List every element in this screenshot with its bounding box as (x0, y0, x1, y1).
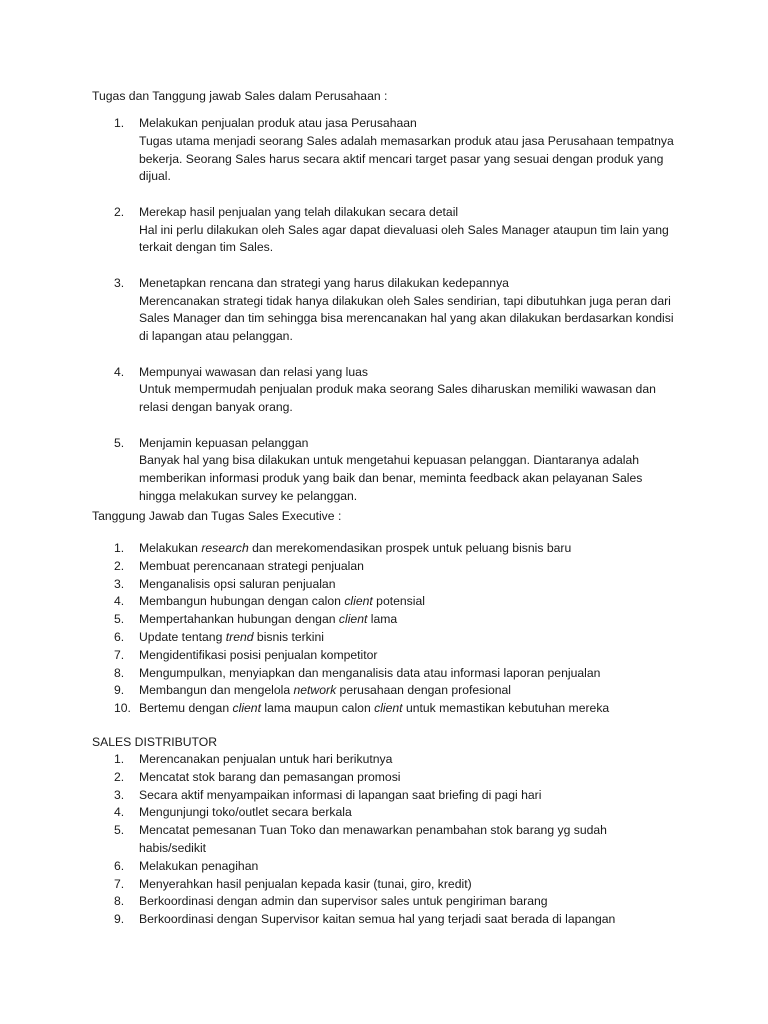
list-item (92, 858, 692, 876)
item-text: Berkoordinasi dengan admin dan supervisor sales untuk pengiriman barang (139, 894, 548, 909)
item-description: Merencanakan strategi tidak hanya dilakukan oleh Sales sendirian, tapi dibutuhkan juga peran dari Sales Manager dan tim sehingga bisa merencanakan hal yang akan dilakukan berdasarkan kondisi di lapangan atau pelanggan. (139, 293, 674, 344)
text-run: perusahaan dengan profesional (336, 683, 511, 698)
text-run: untuk memastikan kebutuhan mereka (402, 701, 610, 716)
section2-list (92, 540, 692, 718)
section1-heading: Tugas dan Tanggung jawab Sales dalam Perusahaan : (92, 89, 388, 103)
item-number: 4. (114, 364, 125, 379)
italic-term: client (374, 701, 403, 716)
italic-term: network (293, 683, 337, 698)
item-number: 3. (114, 787, 125, 802)
list-item (92, 665, 692, 683)
item-text: Menyerahkan hasil penjualan kepada kasir (tunai, giro, kredit) (139, 876, 472, 891)
list-item (92, 576, 692, 594)
list-item (92, 700, 692, 718)
italic-term: client (232, 701, 261, 716)
item-number: 6. (114, 629, 125, 644)
text-run: Melakukan (139, 541, 202, 555)
item-text (139, 594, 425, 608)
item-text: Secara aktif menyampaikan informasi di lapangan saat briefing di pagi hari (139, 787, 542, 802)
item-number: 8. (114, 894, 125, 909)
list-item (92, 364, 692, 417)
item-number: 1. (114, 116, 125, 130)
item-number: 9. (114, 683, 125, 698)
text-run: Membangun hubungan dengan calon (139, 594, 345, 609)
italic-term: trend (225, 629, 254, 644)
item-description: Banyak hal yang bisa dilakukan untuk mengetahui kepuasan pelanggan. Diantaranya adalah memberikan informasi produk yang baik dan benar, meminta feedback akan pelayanan Sales hingga melakukan survey ke pelanggan. (139, 453, 643, 503)
text-run: lama (367, 612, 398, 627)
list-item (92, 611, 692, 629)
list-item (92, 647, 692, 665)
section2-heading: Tanggung Jawab dan Tugas Sales Executive : (92, 509, 342, 523)
list-item (92, 204, 692, 257)
list-item (92, 769, 692, 787)
item-number: 1. (114, 752, 125, 766)
item-description: Untuk mempermudah penjualan produk maka seorang Sales diharuskan memiliki wawasan dan relasi dengan banyak orang. (139, 382, 656, 415)
item-title: Mempunyai wawasan dan relasi yang luas (139, 364, 368, 379)
list-item (92, 629, 692, 647)
item-description: Tugas utama menjadi seorang Sales adalah memasarkan produk atau jasa Perusahaan tempatnya bekerja. Seorang Sales harus secara aktif mencari target pasar yang sesuai dengan produk yang dijual. (139, 133, 674, 184)
item-text (139, 630, 324, 644)
section1-list (92, 115, 692, 523)
list-item (92, 593, 692, 611)
item-number: 2. (114, 558, 125, 573)
text-run: Bertemu dengan (139, 701, 233, 716)
italic-term: research (201, 541, 249, 555)
text-run: Update tentang (139, 629, 226, 644)
item-number: 1. (114, 541, 125, 555)
text-run: Membangun dan mengelola (139, 683, 294, 698)
item-title: Menjamin kepuasan pelanggan (139, 435, 309, 450)
list-item (92, 911, 692, 929)
item-text: Menganalisis opsi saluran penjualan (139, 576, 336, 591)
text-run: lama maupun calon (260, 701, 375, 716)
text-run: bisnis terkini (253, 629, 324, 644)
text-run: dan merekomendasikan prospek untuk peluang bisnis baru (248, 541, 572, 555)
item-text: Membuat perencanaan strategi penjualan (139, 558, 364, 573)
item-text: Melakukan penagihan (139, 858, 259, 873)
item-text: Berkoordinasi dengan Supervisor kaitan semua hal yang terjadi saat berada di lapangan (139, 912, 616, 927)
item-text: Mencatat pemesanan Tuan Toko dan menawarkan penambahan stok barang yg sudah habis/sedikit (139, 823, 607, 855)
item-number: 7. (114, 876, 125, 891)
list-item (92, 435, 692, 506)
item-number: 9. (114, 912, 125, 927)
item-number: 2. (114, 204, 125, 219)
item-text: Mengidentifikasi posisi penjualan kompetitor (139, 647, 378, 662)
item-number: 4. (114, 594, 125, 609)
item-text (139, 612, 397, 626)
item-number: 5. (114, 823, 125, 838)
item-title: Menetapkan rencana dan strategi yang harus dilakukan kedepannya (139, 275, 509, 290)
italic-term: client (344, 594, 373, 609)
item-text: Mengunjungi toko/outlet secara berkala (139, 805, 352, 820)
list-item (92, 787, 692, 805)
italic-term: client (338, 612, 368, 627)
item-number: 2. (114, 769, 125, 784)
item-text (139, 683, 511, 697)
item-number: 5. (114, 612, 125, 627)
item-text (139, 541, 571, 555)
item-number: 5. (114, 435, 125, 450)
item-number: 3. (114, 275, 125, 290)
section3-list (92, 751, 692, 929)
item-text (139, 701, 609, 715)
text-run: potensial (372, 594, 425, 609)
list-item (92, 751, 692, 769)
list-item (92, 822, 692, 858)
list-item (92, 540, 692, 558)
item-text: Mengumpulkan, menyiapkan dan menganalisis data atau informasi laporan penjualan (139, 665, 601, 680)
item-number: 8. (114, 665, 125, 680)
item-number: 3. (114, 576, 125, 591)
item-description: Hal ini perlu dilakukan oleh Sales agar dapat dievaluasi oleh Sales Manager ataupun tim lain yang terkait dengan tim Sales. (139, 222, 669, 255)
item-number: 7. (114, 647, 125, 662)
list-item (92, 275, 692, 346)
section3-heading: SALES DISTRIBUTOR (92, 735, 218, 749)
item-title: Merekap hasil penjualan yang telah dilakukan secara detail (139, 204, 459, 219)
item-text: Mencatat stok barang dan pemasangan promosi (139, 769, 401, 784)
list-item (92, 682, 692, 700)
item-number: 4. (114, 805, 125, 820)
list-item (92, 876, 692, 894)
item-title: Melakukan penjualan produk atau jasa Perusahaan (139, 116, 417, 130)
item-number: 6. (114, 858, 125, 873)
list-item (92, 804, 692, 822)
item-text: Merencanakan penjualan untuk hari berikutnya (139, 752, 393, 766)
item-number: 10. (114, 701, 131, 716)
text-run: Mempertahankan hubungan dengan (139, 612, 339, 627)
list-item (92, 115, 692, 186)
list-item (92, 893, 692, 911)
list-item (92, 558, 692, 576)
